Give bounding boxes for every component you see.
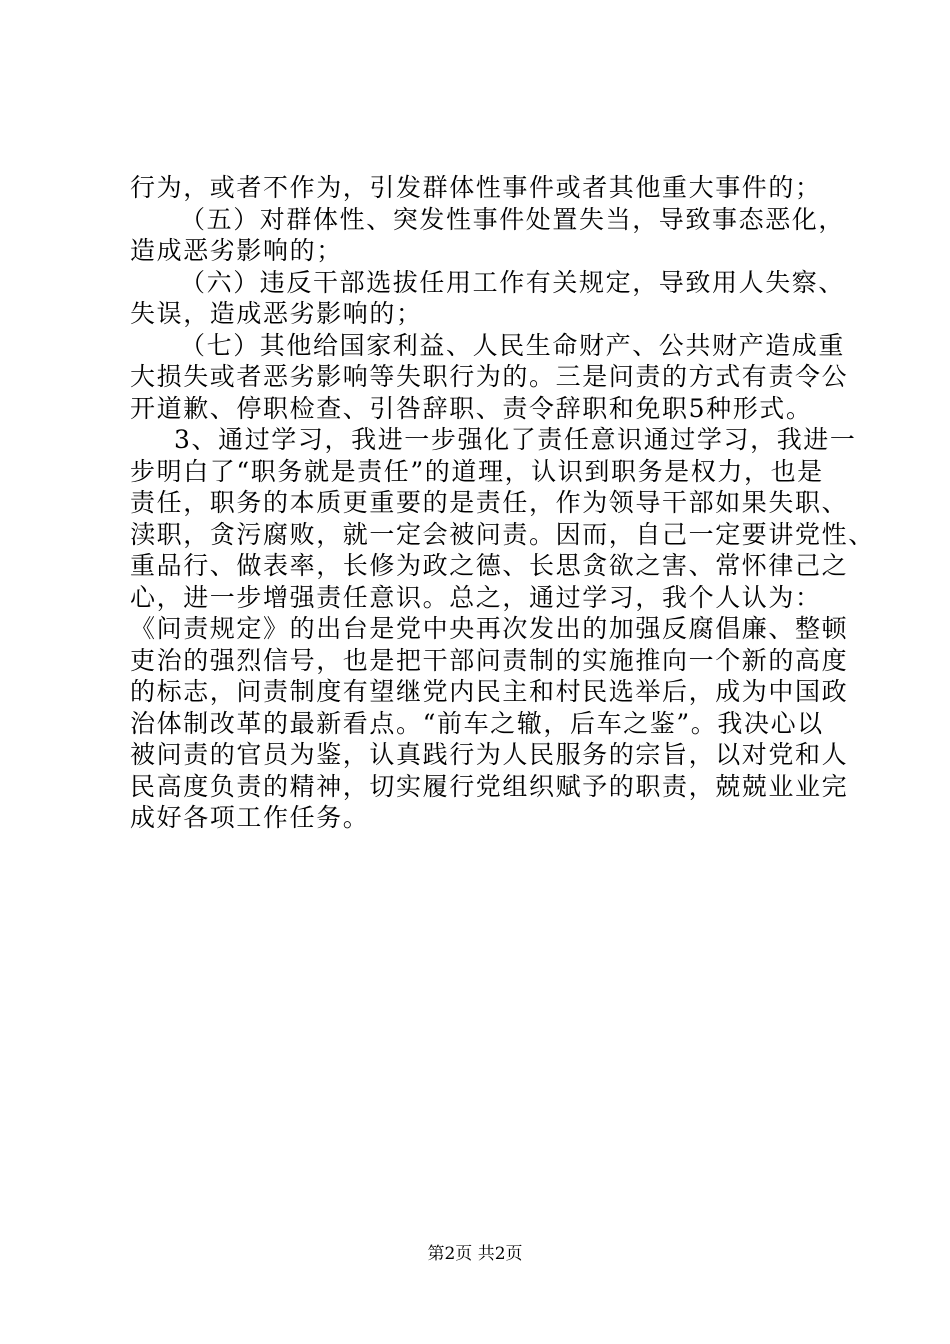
text-line: 心，进一步增强责任意识。总之，通过学习，我个人认为：	[130, 582, 822, 612]
text-line: （六）违反干部选拔任用工作有关规定，导致用人失察、	[180, 267, 846, 297]
text-line: 失误，造成恶劣影响的；	[130, 299, 423, 328]
text-line: 责任，职务的本质更重要的是责任，作为领导干部如果失职、	[130, 488, 849, 517]
text-line: 大损失或者恶劣影响等失职行为的。三是问责的方式有责令公	[130, 362, 849, 391]
text-line: 行为，或者不作为，引发群体性事件或者其他重大事件的；	[130, 173, 822, 202]
text-line: 治体制改革的最新看点。“前车之辙，后车之鉴”。我决心以	[130, 708, 824, 738]
text-line: 步明白了“职务就是责任”的道理，认识到职务是权力，也是	[130, 456, 824, 486]
text-line: 民高度负责的精神，切实履行党组织赋予的职责，兢兢业业完	[130, 771, 849, 801]
text-line: 《问责规定》的出台是党中央再次发出的加强反腐倡廉、整顿	[130, 614, 849, 643]
text-line: 的标志，问责制度有望继党内民主和村民选举后，成为中国政	[130, 677, 849, 706]
text-line: 重品行、做表率，长修为政之德、长思贪欲之害、常怀律己之	[130, 551, 849, 580]
text-line: （五）对群体性、突发性事件处置失当，导致事态恶化，	[180, 204, 846, 234]
text-line: 吏治的强烈信号，也是把干部问责制的实施推向一个新的高度	[130, 645, 849, 675]
text-line: 成好各项工作任务。	[130, 803, 370, 832]
text-line: 开道歉、停职检查、引咎辞职、责令辞职和免职5种形式。	[130, 393, 813, 423]
text-line: 被问责的官员为鉴，认真践行为人民服务的宗旨，以对党和人	[130, 740, 849, 769]
text-line: （七）其他给国家利益、人民生命财产、公共财产造成重	[180, 330, 846, 360]
text-line: 造成恶劣影响的；	[130, 236, 343, 265]
page-number-footer: 第2页 共2页	[427, 1244, 523, 1264]
text-line: 渎职，贪污腐败，就一定会被问责。因而，自己一定要讲党性、	[130, 519, 875, 549]
text-line: 3、通过学习，我进一步强化了责任意识通过学习，我进一	[174, 425, 857, 454]
document-body	[130, 172, 875, 834]
